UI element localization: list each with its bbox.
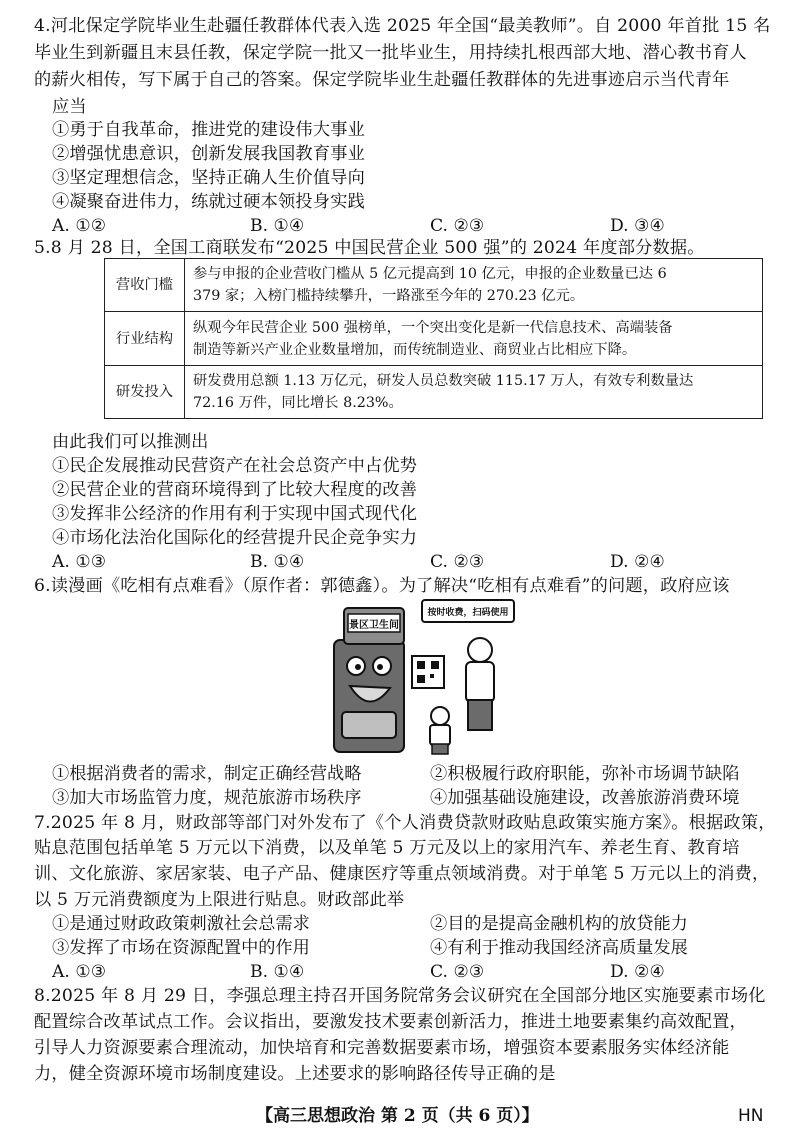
q4-stem-line-4: 应当 bbox=[52, 97, 87, 117]
q7-stem-line-3: 训、文化旅游、家居家装、电子产品、健康医疗等重点领域消费。对于单笔 5 万元以上的消费， bbox=[34, 864, 770, 884]
q5-option-c[interactable]: C. ②③ bbox=[430, 552, 485, 572]
q5-statement-1: ①民企发展推动民营资产在社会总资产中占优势 bbox=[52, 456, 418, 476]
table-text-line: 制造等新兴产业企业数量增加，而传统制造业、商贸业占比相应下降。 bbox=[193, 341, 637, 358]
q4-stem-line-1: 4.河北保定学院毕业生赴疆任教群体代表入选 2025 年全国“最美教师”。自 2000 年首批 15 名 bbox=[34, 16, 771, 36]
q8-stem-line-2: 配置综合改革试点工作。会议指出，要激发技术要素创新活力，推进土地要素集约高效配置， bbox=[34, 1012, 747, 1032]
q4-option-c[interactable]: C. ②③ bbox=[430, 216, 485, 236]
qr-block bbox=[431, 661, 439, 669]
q6-stem: 6.读漫画《吃相有点难看》（原作者：郭德鑫）。为了解决“吃相有点难看”的问题，政府应该 bbox=[34, 576, 730, 596]
child-body bbox=[430, 725, 450, 745]
q5-data-table bbox=[104, 258, 763, 419]
q5-statement-2: ②民营企业的营商环境得到了比较大程度的改善 bbox=[52, 480, 418, 500]
q5-statement-3: ③发挥非公经济的作用有利于实现中国式现代化 bbox=[52, 504, 418, 524]
table-row-label: 行业结构 bbox=[105, 312, 185, 366]
q4-statement-2: ②增强忧患意识，创新发展我国教育事业 bbox=[52, 144, 365, 164]
table-row-text bbox=[185, 312, 763, 366]
table-row bbox=[105, 312, 763, 366]
page-footer: 【高三思想政治 第 2 页（共 6 页）】 bbox=[256, 1106, 539, 1126]
child-legs bbox=[432, 744, 448, 754]
q7-option-d[interactable]: D. ②④ bbox=[610, 962, 665, 982]
q5-stem: 5.8 月 28 日，全国工商联发布“2025 中国民营企业 500 强”的 2024 年度部分数据。 bbox=[34, 238, 705, 258]
q5-option-a[interactable]: A. ①③ bbox=[52, 552, 107, 572]
qr-block bbox=[417, 675, 425, 683]
q6-statement-2: ②积极履行政府职能，弥补市场调节缺陷 bbox=[430, 764, 740, 784]
table-row bbox=[105, 366, 763, 419]
q7-statement-2: ②目的是提高金融机构的放贷能力 bbox=[430, 914, 688, 934]
q5-prompt: 由此我们可以推测出 bbox=[52, 432, 209, 452]
q7-statement-1: ①是通过财政政策刺激社会总需求 bbox=[52, 914, 310, 934]
right-pupil bbox=[377, 664, 383, 670]
q4-statement-3: ③坚定理想信念，坚持正确人生价值导向 bbox=[52, 168, 365, 188]
q8-stem-line-4: 力，健全资源环境市场制度建设。上述要求的影响路径传导正确的是 bbox=[34, 1064, 556, 1084]
q6-statement-4: ④加强基础设施建设，改善旅游消费环境 bbox=[430, 788, 740, 808]
qr-block bbox=[430, 674, 434, 678]
table-row-text bbox=[185, 366, 763, 419]
q4-stem-line-2: 毕业生到新疆且末县任教，保定学院一批又一批毕业生，用持续扎根西部大地、潜心教书育人 bbox=[34, 43, 747, 63]
notice-text: 按时收费，扫码使用 bbox=[427, 608, 509, 618]
adult-head bbox=[468, 638, 492, 662]
q7-statement-3: ③发挥了市场在资源配置中的作用 bbox=[52, 938, 310, 958]
coin-slot bbox=[342, 712, 396, 738]
q7-option-c[interactable]: C. ②③ bbox=[430, 962, 485, 982]
q6-statement-1: ①根据消费者的需求，制定正确经营战略 bbox=[52, 764, 362, 784]
table-text-line: 研发费用总额 1.13 万亿元，研发人员总数突破 115.17 万人，有效专利数量达 bbox=[193, 373, 694, 389]
q8-stem-line-3: 引导人力资源要素合理流动，加快培育和完善数据要素市场，增强资本要素服务实体经济能 bbox=[34, 1038, 730, 1058]
sign-text: 景区卫生间 bbox=[349, 620, 399, 631]
q8-stem-line-1: 8.2025 年 8 月 29 日，李强总理主持召开国务院常务会议研究在全国部分地区实施要素市场化 bbox=[34, 986, 766, 1006]
q4-statement-1: ①勇于自我革命，推进党的建设伟大事业 bbox=[52, 120, 365, 140]
q7-option-a[interactable]: A. ①③ bbox=[52, 962, 107, 982]
q7-stem-line-2: 贴息范围包括单笔 5 万元以下消费，以及单笔 5 万元及以上的家用汽车、养老生育、教育培 bbox=[34, 838, 740, 858]
table-text-line: 纵观今年民营企业 500 强榜单，一个突出变化是新一代信息技术、高端装备 bbox=[193, 319, 673, 336]
comic-illustration bbox=[320, 596, 520, 756]
qr-code-icon bbox=[412, 656, 444, 688]
q7-stem-line-4: 以 5 万元消费额度为上限进行贴息。财政部此举 bbox=[34, 890, 405, 910]
table-text-line: 379 家；入榜门槛持续攀升，一路涨至今年的 270.23 亿元。 bbox=[193, 288, 585, 304]
q4-option-a[interactable]: A. ①② bbox=[52, 216, 107, 236]
table-row bbox=[105, 259, 763, 312]
table-row-text bbox=[185, 259, 763, 312]
adult-legs bbox=[468, 700, 492, 730]
q7-stem-line-1: 7.2025 年 8 月，财政部等部门对外发布了《个人消费贷款财政贴息政策实施方案》。根据政策， bbox=[34, 813, 776, 833]
q7-option-b[interactable]: B. ①④ bbox=[250, 962, 305, 982]
q5-option-d[interactable]: D. ②④ bbox=[610, 552, 665, 572]
adult-body bbox=[466, 662, 494, 702]
table-row-label: 研发投入 bbox=[105, 366, 185, 419]
table-text-line: 参与申报的企业营收门槛从 5 亿元提高到 10 亿元，申报的企业数量已达 6 bbox=[193, 266, 667, 282]
table-text-line: 72.16 万件，同比增长 8.23%。 bbox=[193, 395, 403, 411]
q7-statement-4: ④有利于推动我国经济高质量发展 bbox=[430, 938, 688, 958]
table-row-label: 营收门槛 bbox=[105, 259, 185, 312]
q5-statement-4: ④市场化法治化国际化的经营提升民企竞争实力 bbox=[52, 528, 418, 548]
child-head bbox=[431, 707, 449, 725]
q5-option-b[interactable]: B. ①④ bbox=[250, 552, 305, 572]
left-pupil bbox=[355, 664, 361, 670]
q4-option-b[interactable]: B. ①④ bbox=[250, 216, 305, 236]
q4-statement-4: ④凝聚奋进伟力，练就过硬本领投身实践 bbox=[52, 192, 365, 212]
q6-statement-3: ③加大市场监管力度，规范旅游市场秩序 bbox=[52, 788, 362, 808]
qr-block bbox=[417, 661, 425, 669]
region-code: HN bbox=[738, 1106, 764, 1126]
q4-option-d[interactable]: D. ③④ bbox=[610, 216, 665, 236]
q4-stem-line-3: 的薪火相传，写下属于自己的答案。保定学院毕业生赴疆任教群体的先进事迹启示当代青年 bbox=[34, 70, 730, 90]
